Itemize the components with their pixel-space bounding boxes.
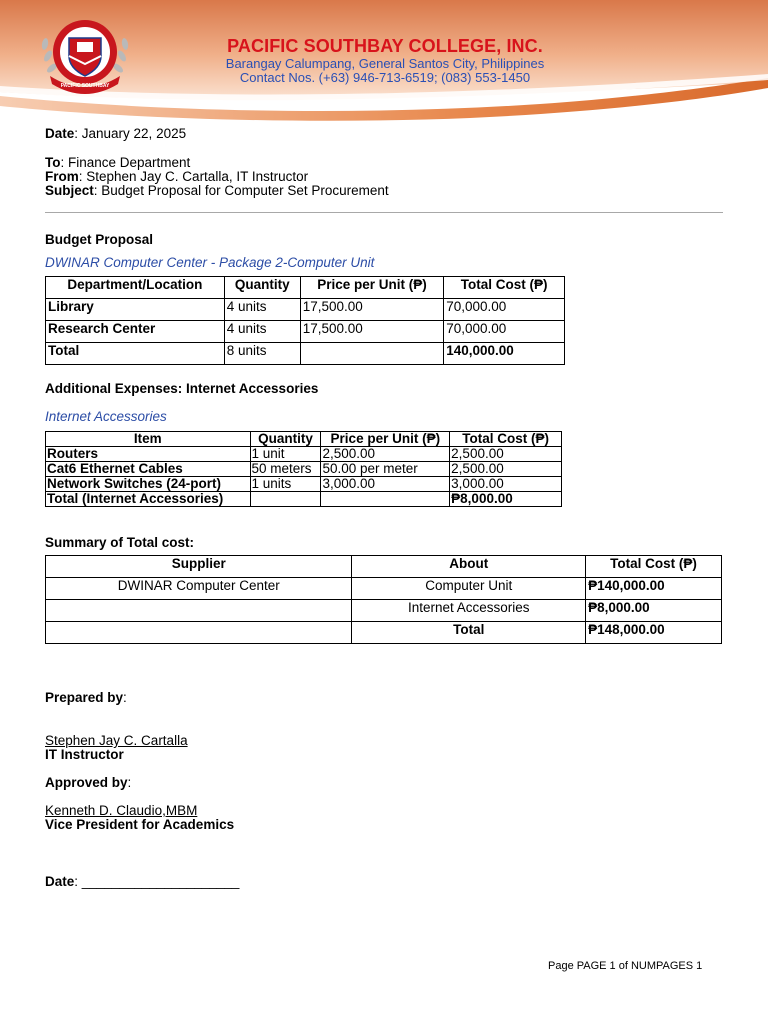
summary-table bbox=[45, 555, 722, 644]
table-cell: 3,000.00 bbox=[450, 477, 562, 492]
summary-heading: Summary of Total cost: bbox=[45, 535, 195, 550]
table-header-row bbox=[46, 432, 562, 447]
column-header: Supplier bbox=[46, 556, 352, 578]
table-cell: 2,500.00 bbox=[450, 447, 562, 462]
logo-lettering: PACIFIC SOUTHBAY bbox=[60, 83, 110, 89]
table-total-row bbox=[46, 622, 722, 644]
column-header: Price per Unit (₱) bbox=[300, 277, 444, 299]
table-header-row bbox=[46, 277, 565, 299]
table-header-row bbox=[46, 556, 722, 578]
table-cell: 140,000.00 bbox=[444, 343, 565, 365]
table-cell: Internet Accessories bbox=[352, 600, 586, 622]
table-cell: ₱8,000.00 bbox=[450, 492, 562, 507]
table-total-row bbox=[46, 492, 562, 507]
college-contact: Contact Nos. (+63) 946-713-6519; (083) 553-1450 bbox=[239, 70, 531, 85]
table-cell: 70,000.00 bbox=[444, 321, 565, 343]
table-cell: Total (Internet Accessories) bbox=[46, 492, 251, 507]
table-cell: Routers bbox=[46, 447, 251, 462]
column-header: Total Cost (₱) bbox=[444, 277, 565, 299]
table-row bbox=[46, 578, 722, 600]
table-cell: 2,500.00 bbox=[321, 447, 450, 462]
table-cell: 17,500.00 bbox=[300, 299, 444, 321]
table-cell: 70,000.00 bbox=[444, 299, 565, 321]
header-divider bbox=[45, 212, 723, 213]
computer-unit-table bbox=[45, 276, 565, 365]
table-cell bbox=[300, 343, 444, 365]
table-cell bbox=[46, 622, 352, 644]
college-address: Barangay Calumpang, General Santos City, Philippines bbox=[225, 56, 545, 71]
column-header: Quantity bbox=[224, 277, 300, 299]
table-row bbox=[46, 462, 562, 477]
memo-date: Date: January 22, 2025 bbox=[45, 126, 187, 141]
memo-from: From: Stephen Jay C. Cartalla, IT Instructor bbox=[45, 169, 309, 184]
college-seal-logo bbox=[36, 16, 134, 94]
table-cell: DWINAR Computer Center bbox=[46, 578, 352, 600]
prepared-by-title: IT Instructor bbox=[45, 747, 124, 762]
table-row bbox=[46, 299, 565, 321]
table-row bbox=[46, 321, 565, 343]
memo-subject: Subject: Budget Proposal for Computer Set Procurement bbox=[45, 183, 389, 198]
page-footer: Page PAGE 1 of NUMPAGES 1 bbox=[548, 960, 703, 972]
approved-by-title: Vice President for Academics bbox=[45, 817, 235, 832]
table-cell: Library bbox=[46, 299, 225, 321]
additional-heading: Additional Expenses: Internet Accessories bbox=[45, 381, 319, 396]
table-cell: 4 units bbox=[224, 321, 300, 343]
budget-subheading: DWINAR Computer Center - Package 2-Computer Unit bbox=[45, 255, 375, 270]
table-cell: ₱140,000.00 bbox=[586, 578, 722, 600]
table-cell: Total bbox=[46, 343, 225, 365]
column-header: About bbox=[352, 556, 586, 578]
column-header: Total Cost (₱) bbox=[586, 556, 722, 578]
table-cell: 8 units bbox=[224, 343, 300, 365]
table-cell: 3,000.00 bbox=[321, 477, 450, 492]
table-cell: Network Switches (24-port) bbox=[46, 477, 251, 492]
table-cell bbox=[250, 492, 321, 507]
memo-to: To: Finance Department bbox=[45, 155, 191, 170]
additional-subheading: Internet Accessories bbox=[45, 409, 167, 424]
approved-by-label: Approved by: bbox=[45, 775, 132, 790]
table-cell: Research Center bbox=[46, 321, 225, 343]
signature-date-field: Date: _____________________ bbox=[45, 874, 240, 889]
table-cell bbox=[321, 492, 450, 507]
table-cell: 50 meters bbox=[250, 462, 321, 477]
table-cell: 50.00 per meter bbox=[321, 462, 450, 477]
table-row bbox=[46, 600, 722, 622]
table-cell: Computer Unit bbox=[352, 578, 586, 600]
approved-by-name: Kenneth D. Claudio,MBM bbox=[45, 803, 198, 818]
column-header: Department/Location bbox=[46, 277, 225, 299]
table-cell: 1 unit bbox=[250, 447, 321, 462]
table-row bbox=[46, 447, 562, 462]
table-total-row bbox=[46, 343, 565, 365]
column-header: Quantity bbox=[250, 432, 321, 447]
column-header: Total Cost (₱) bbox=[450, 432, 562, 447]
column-header: Price per Unit (₱) bbox=[321, 432, 450, 447]
table-cell: Cat6 Ethernet Cables bbox=[46, 462, 251, 477]
table-cell bbox=[46, 600, 352, 622]
table-cell: ₱8,000.00 bbox=[586, 600, 722, 622]
table-cell: 4 units bbox=[224, 299, 300, 321]
table-cell: ₱148,000.00 bbox=[586, 622, 722, 644]
prepared-by-name: Stephen Jay C. Cartalla bbox=[45, 733, 188, 748]
internet-accessories-table bbox=[45, 431, 562, 507]
table-row bbox=[46, 477, 562, 492]
budget-heading: Budget Proposal bbox=[45, 232, 154, 247]
college-name: PACIFIC SOUTHBAY COLLEGE, INC. bbox=[227, 36, 543, 56]
table-cell: Total bbox=[352, 622, 586, 644]
prepared-by-label: Prepared by: bbox=[45, 690, 127, 705]
table-cell: 1 units bbox=[250, 477, 321, 492]
column-header: Item bbox=[46, 432, 251, 447]
table-cell: 2,500.00 bbox=[450, 462, 562, 477]
table-cell: 17,500.00 bbox=[300, 321, 444, 343]
